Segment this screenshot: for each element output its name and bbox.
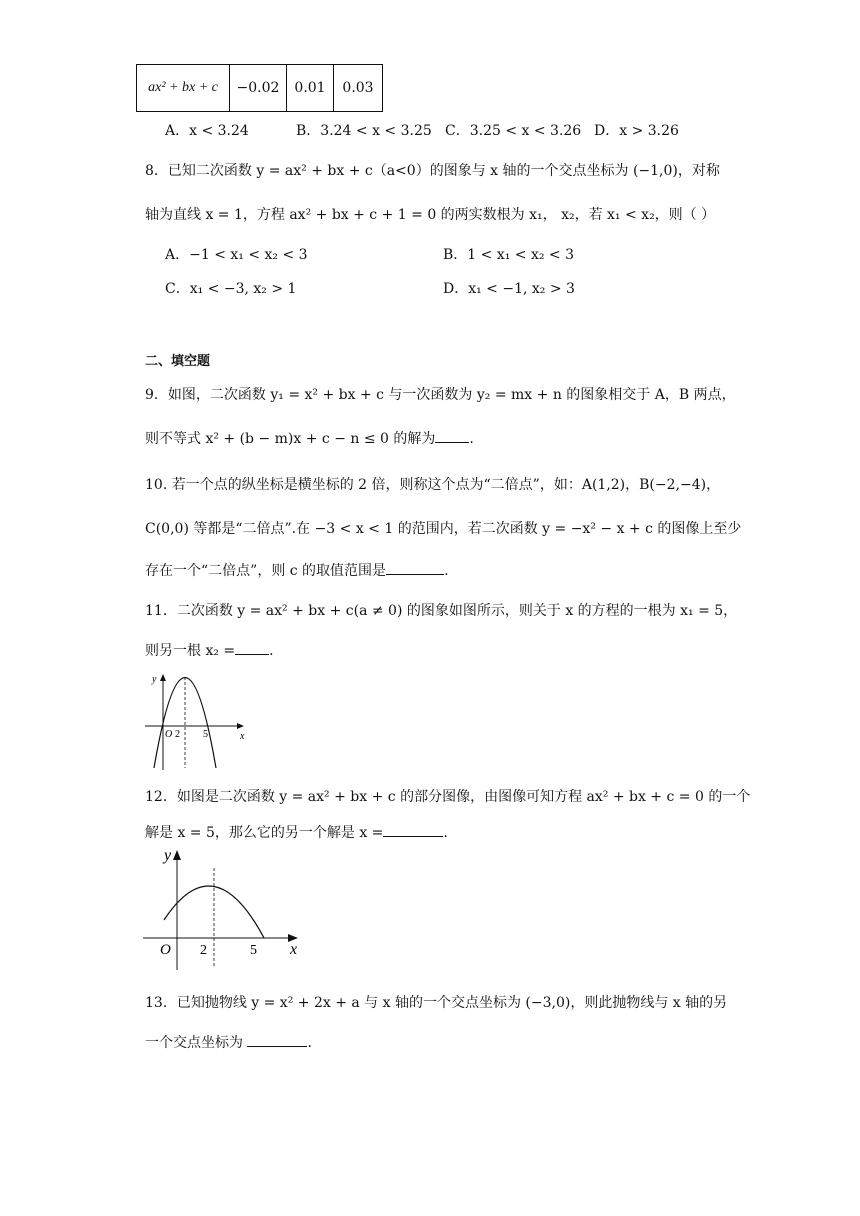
q12-parabola-graph xyxy=(140,842,310,970)
answer-blank xyxy=(386,560,444,575)
table-cell: 0.01 xyxy=(287,65,334,112)
section-heading: 二、填空题 xyxy=(145,354,211,369)
q7-option-b: B．3.24 < x < 3.25 xyxy=(296,123,432,139)
q12-text-line1: 12．如图是二次函数 y = ax² + bx + c 的部分图像，由图像可知方程 ax² + bx + c = 0 的一个 xyxy=(145,789,751,805)
tick-label: 2 xyxy=(200,943,207,958)
q8-text-line2: 轴为直线 x = 1，方程 ax² + bx + c + 1 = 0 的两实数根为 x₁， x₂，若 x₁ < x₂，则（ ） xyxy=(145,207,716,223)
table-header-cell: ax² + bx + c xyxy=(137,65,230,112)
answer-blank xyxy=(383,822,443,837)
table-cell: 0.03 xyxy=(334,65,383,112)
q13-text-line1: 13．已知抛物线 y = x² + 2x + a 与 x 轴的一个交点坐标为 (−3,0)，则此抛物线与 x 轴的另 xyxy=(145,995,728,1011)
q11-parabola-graph xyxy=(140,665,260,775)
origin-label: O xyxy=(160,942,171,958)
q12-text-line2: 解是 x = 5，那么它的另一个解是 x = . xyxy=(145,822,448,842)
q8-text-line1: 8．已知二次函数 y = ax² + bx + c（a<0）的图象与 x 轴的一个交点坐标为 (−1,0)，对称 xyxy=(145,163,720,179)
q11-text-line1: 11．二次函数 y = ax² + bx + c(a ≠ 0) 的图象如图所示，则关于 x 的方程的一根为 x₁ = 5， xyxy=(145,603,738,619)
q8-option-a: A．−1 < x₁ < x₂ < 3 xyxy=(165,247,308,263)
values-table xyxy=(136,64,383,112)
q7-option-c: C．3.25 < x < 3.26 xyxy=(445,123,582,139)
q7-option-d: D．x > 3.26 xyxy=(594,123,679,139)
q9-text-line2: 则不等式 x² + (b − m)x + c − n ≤ 0 的解为 . xyxy=(145,428,474,448)
tick-label: 5 xyxy=(250,943,257,958)
q10-text-line2: C(0,0) 等都是“二倍点”.在 −3 < x < 1 的范围内，若二次函数 y = −x² − x + c 的图像上至少 xyxy=(145,521,742,537)
answer-blank xyxy=(235,640,269,655)
y-axis-label: y xyxy=(152,674,157,685)
y-axis-label: y xyxy=(164,847,172,864)
q7-option-a: A．x < 3.24 xyxy=(165,123,249,139)
origin-label: O xyxy=(165,729,173,740)
table-cell: −0.02 xyxy=(230,65,287,112)
q8-option-d: D．x₁ < −1, x₂ > 3 xyxy=(443,281,575,297)
tick-label: 2 xyxy=(175,729,180,740)
x-axis-label: x xyxy=(290,941,298,958)
q8-option-c: C．x₁ < −3, x₂ > 1 xyxy=(165,281,297,297)
q10-text-line3: 存在一个“二倍点”，则 c 的取值范围是 . xyxy=(145,560,449,580)
q13-text-line2: 一个交点坐标为 . xyxy=(145,1032,312,1052)
q11-text-line2: 则另一根 x₂ = . xyxy=(145,640,274,660)
x-axis-label: x xyxy=(240,731,245,742)
tick-label: 5 xyxy=(203,729,208,740)
q9-text-line1: 9．如图，二次函数 y₁ = x² + bx + c 与一次函数为 y₂ = mx + n 的图象相交于 A，B 两点， xyxy=(145,387,736,403)
answer-blank xyxy=(247,1032,307,1047)
q10-text-line1: 10. 若一个点的纵坐标是横坐标的 2 倍，则称这个点为“二倍点”，如：A(1,2)，B(−2,−4)， xyxy=(145,477,721,493)
answer-blank xyxy=(435,428,469,443)
table-row xyxy=(137,65,383,112)
q8-option-b: B．1 < x₁ < x₂ < 3 xyxy=(443,247,575,263)
